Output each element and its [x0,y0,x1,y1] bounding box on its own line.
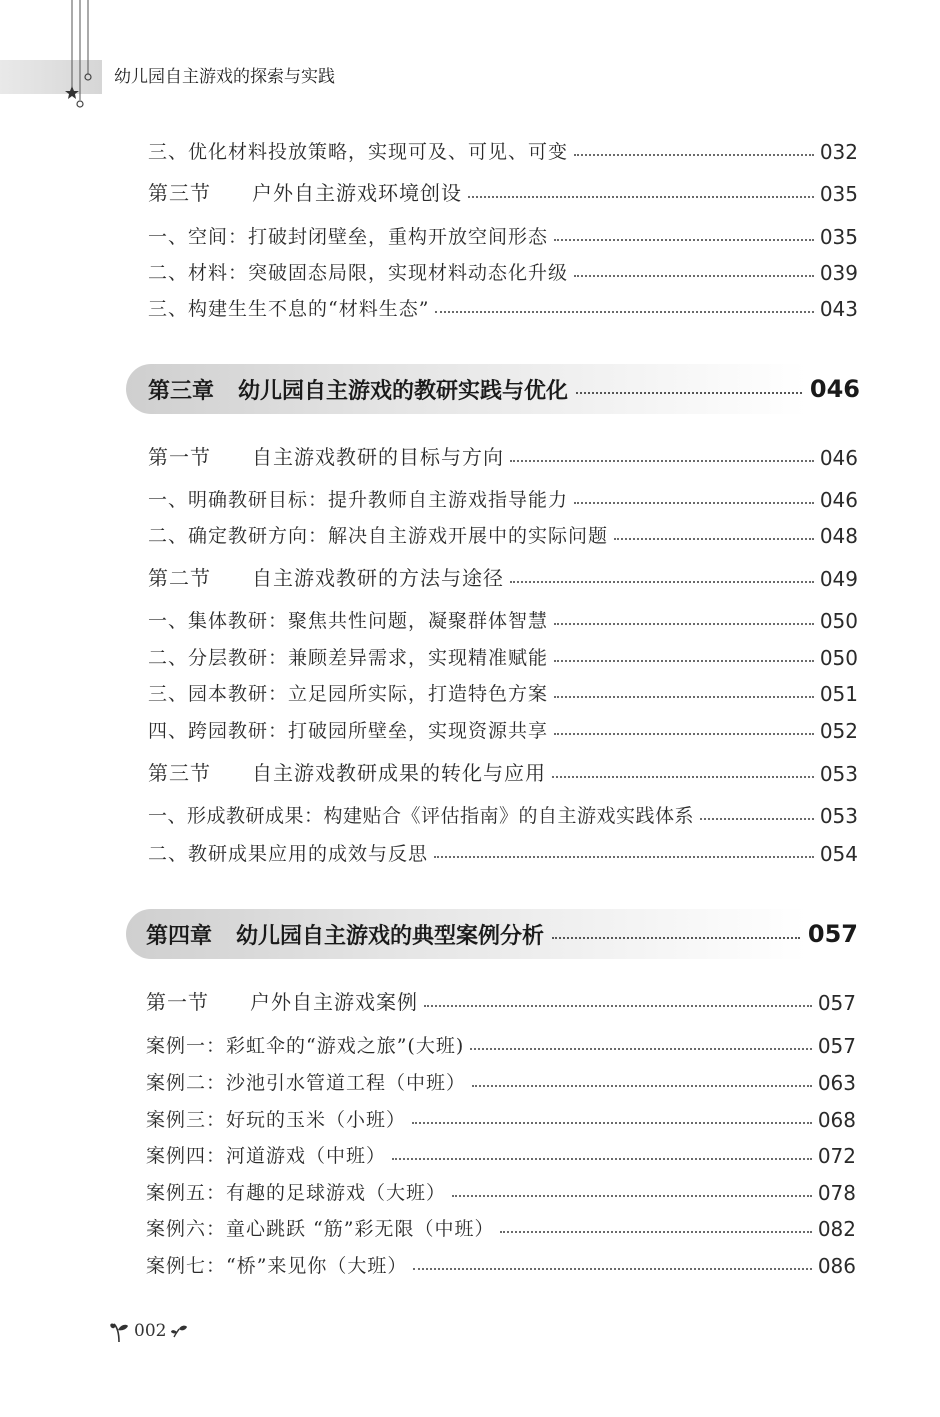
page-footer [108,1318,188,1344]
toc-case [146,1028,856,1058]
chapter-page: 057 [807,920,858,948]
case-label: 案例七：“桥”来见你（大班） [146,1255,408,1277]
entry-page: 032 [819,140,858,164]
toc-entry [148,219,858,249]
toc-entry [148,713,858,743]
toc-entry [148,836,858,866]
dot-leader [510,581,814,583]
chapter-heading [148,364,860,414]
dot-leader [574,502,814,504]
toc-case [146,1211,856,1241]
entry-page: 053 [819,804,858,828]
dot-leader [470,1048,812,1050]
entry-page: 057 [817,1034,856,1058]
section-label: 第三节 [148,761,211,785]
entry-label: 三、优化材料投放策略，实现可及、可见、可变 [148,141,569,163]
chapter-label: 第四章 [146,923,213,949]
entry-page: 057 [817,991,856,1015]
entry-page: 068 [817,1108,856,1132]
entry-label: 二、教研成果应用的成效与反思 [148,843,429,865]
dot-leader [552,776,814,778]
toc-case [146,1175,856,1205]
dot-leader [435,311,813,313]
toc-entry [148,518,858,548]
section-label: 第二节 [148,566,211,590]
dot-leader [468,196,814,198]
entry-page: 072 [817,1144,856,1168]
entry-page: 052 [819,719,858,743]
chapter-page: 046 [809,375,860,403]
chapter-label: 第三章 [148,378,215,404]
entry-label: 三、园本教研：立足园所实际，打造特色方案 [148,683,549,705]
dot-leader [554,660,814,662]
section-label: 第一节 [146,990,209,1014]
case-label: 案例三：好玩的玉米（小班） [146,1109,407,1131]
dot-leader [552,937,800,939]
toc-section [148,176,858,206]
hanging-stars-decoration [58,0,108,120]
dot-leader [700,818,814,820]
running-title: 幼儿园自主游戏的探索与实践 [114,67,335,87]
toc-entry [148,134,858,164]
dot-leader [472,1085,812,1087]
sprout-icon [108,1318,130,1344]
toc-entry [148,603,858,633]
leaf-icon [170,1323,188,1339]
entry-page: 048 [819,524,858,548]
dot-leader [574,275,814,277]
toc-section [146,985,856,1015]
chapter-title: 幼儿园自主游戏的典型案例分析 [236,923,545,949]
dot-leader [554,239,814,241]
entry-label: 一、集体教研：聚焦共性问题，凝聚群体智慧 [148,610,549,632]
section-title: 自主游戏教研的目标与方向 [252,445,504,469]
entry-page: 078 [817,1181,856,1205]
entry-page: 046 [819,446,858,470]
section-title: 户外自主游戏案例 [250,990,418,1014]
entry-page: 046 [819,488,858,512]
dot-leader [554,696,814,698]
toc-entry [148,798,858,828]
section-title: 自主游戏教研的方法与途径 [252,566,504,590]
entry-page: 050 [819,646,858,670]
entry-label: 二、确定教研方向：解决自主游戏开展中的实际问题 [148,525,609,547]
section-title: 户外自主游戏环境创设 [252,181,462,205]
toc-case [146,1248,856,1278]
toc-section [148,561,858,591]
dot-leader [510,460,814,462]
section-label: 第一节 [148,445,211,469]
toc-entry [148,482,858,512]
case-label: 案例一：彩虹伞的“游戏之旅”(大班) [146,1035,465,1057]
dot-leader [554,733,814,735]
entry-page: 063 [817,1071,856,1095]
entry-label: 三、构建生生不息的“材料生态” [148,298,430,320]
page-number: 002 [134,1321,167,1341]
toc-entry [148,640,858,670]
entry-label: 二、材料：突破固态局限，实现材料动态化升级 [148,262,569,284]
chapter-heading [146,909,858,959]
entry-label: 一、形成教研成果：构建贴合《评估指南》的自主游戏实践体系 [148,805,695,827]
dot-leader [614,538,814,540]
entry-label: 四、跨园教研：打破园所壁垒，实现资源共享 [148,720,549,742]
dot-leader [452,1195,812,1197]
toc-section [148,440,858,470]
dot-leader [424,1005,812,1007]
dot-leader [412,1122,812,1124]
entry-page: 035 [819,182,858,206]
dot-leader [413,1268,811,1270]
entry-page: 054 [819,842,858,866]
case-label: 案例四：河道游戏（中班） [146,1145,387,1167]
dot-leader [392,1158,812,1160]
dot-leader [574,154,814,156]
entry-page: 086 [817,1254,856,1278]
dot-leader [434,856,814,858]
dot-leader [500,1231,811,1233]
entry-page: 039 [819,261,858,285]
entry-label: 二、分层教研：兼顾差异需求，实现精准赋能 [148,647,549,669]
toc-entry [148,291,858,321]
entry-page: 053 [819,762,858,786]
entry-page: 035 [819,225,858,249]
toc-case [146,1102,856,1132]
dot-leader [576,392,802,394]
dot-leader [554,623,814,625]
toc-case [146,1138,856,1168]
chapter-title: 幼儿园自主游戏的教研实践与优化 [238,378,569,404]
toc-entry [148,676,858,706]
entry-page: 051 [819,682,858,706]
case-label: 案例六：童心跳跃 “筋”彩无限（中班） [146,1218,495,1240]
toc-case [146,1065,856,1095]
case-label: 案例二：沙池引水管道工程（中班） [146,1072,467,1094]
entry-page: 043 [819,297,858,321]
section-label: 第三节 [148,181,211,205]
toc-section [148,756,858,786]
entry-label: 一、明确教研目标：提升教师自主游戏指导能力 [148,489,569,511]
case-label: 案例五：有趣的足球游戏（大班） [146,1182,447,1204]
toc-entry [148,255,858,285]
entry-page: 049 [819,567,858,591]
entry-page: 082 [817,1217,856,1241]
entry-label: 一、空间：打破封闭壁垒，重构开放空间形态 [148,226,549,248]
section-title: 自主游戏教研成果的转化与应用 [252,761,546,785]
entry-page: 050 [819,609,858,633]
